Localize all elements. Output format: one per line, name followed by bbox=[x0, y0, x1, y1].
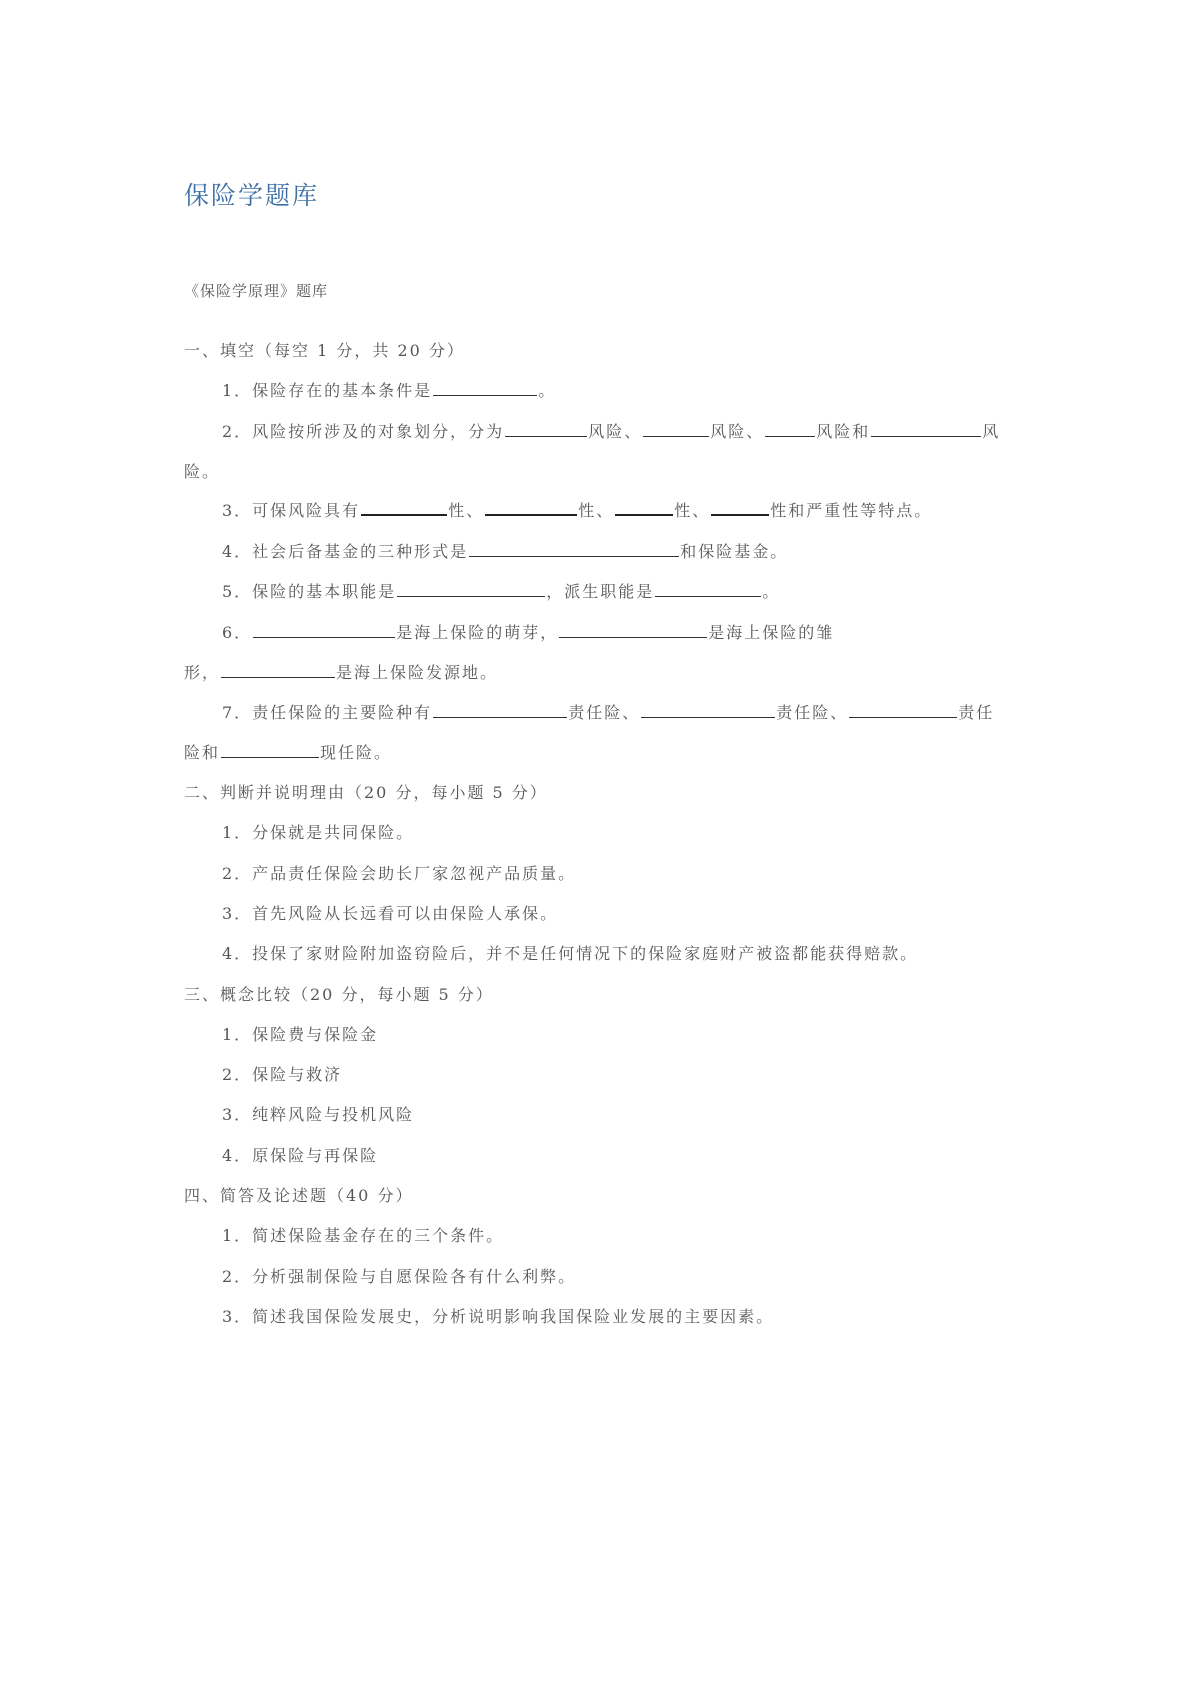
question-4-3: 3．简述我国保险发展史，分析说明影响我国保险业发展的主要因素。 bbox=[222, 1307, 775, 1326]
question-1-6: 6． 是海上保险的萌芽， 是海上保险的雏 bbox=[222, 623, 835, 642]
question-1-4: 4．社会后备基金的三种形式是 和保险基金。 bbox=[222, 542, 789, 561]
answer-blank bbox=[615, 500, 673, 516]
answer-blank bbox=[397, 582, 545, 597]
question-1-7-continued: 险和 现任险。 bbox=[184, 743, 393, 762]
answer-blank bbox=[641, 703, 775, 718]
question-1-6-continued: 形， 是海上保险发源地。 bbox=[184, 663, 499, 682]
question-1-5: 5．保险的基本职能是 ，派生职能是 。 bbox=[222, 582, 781, 601]
section-heading-fill-in: 一、填空（每空 1 分，共 20 分） bbox=[184, 341, 465, 360]
question-2-4: 4．投保了家财险附加盗窃险后，并不是任何情况下的保险家庭财产被盗都能获得赔款。 bbox=[222, 944, 919, 963]
answer-blank bbox=[469, 542, 679, 557]
answer-blank bbox=[849, 703, 957, 718]
answer-blank bbox=[505, 422, 587, 437]
question-3-3: 3．纯粹风险与投机风险 bbox=[222, 1105, 415, 1124]
question-1-2: 2．风险按所涉及的对象划分，分为 风险、 风险、 风险和 风 bbox=[222, 422, 1001, 441]
question-1-1: 1．保险存在的基本条件是 。 bbox=[222, 381, 557, 400]
answer-blank bbox=[765, 422, 815, 437]
document-title: 保险学题库 bbox=[184, 181, 320, 210]
answer-blank bbox=[253, 623, 395, 638]
section-heading-concept-comparison: 三、概念比较（20 分，每小题 5 分） bbox=[184, 985, 494, 1004]
answer-blank bbox=[433, 703, 567, 718]
question-2-2: 2．产品责任保险会助长厂家忽视产品质量。 bbox=[222, 864, 577, 883]
answer-blank bbox=[361, 500, 447, 516]
answer-blank bbox=[221, 663, 335, 678]
question-2-3: 3．首先风险从长远看可以由保险人承保。 bbox=[222, 904, 559, 923]
question-3-2: 2．保险与救济 bbox=[222, 1065, 343, 1084]
answer-blank bbox=[711, 500, 769, 516]
answer-blank bbox=[655, 582, 761, 597]
answer-blank bbox=[871, 422, 981, 437]
question-1-3: 3．可保风险具有 性、 性、 性、 性和严重性等特点。 bbox=[222, 501, 933, 520]
question-3-4: 4．原保险与再保险 bbox=[222, 1146, 379, 1165]
document-subtitle: 《保险学原理》题库 bbox=[184, 282, 329, 300]
question-1-7: 7．责任保险的主要险种有 责任险、 责任险、 责任 bbox=[222, 703, 995, 722]
answer-blank bbox=[485, 500, 577, 516]
question-1-2-continued: 险。 bbox=[184, 462, 221, 481]
question-4-2: 2．分析强制保险与自愿保险各有什么利弊。 bbox=[222, 1267, 577, 1286]
section-heading-short-answer: 四、简答及论述题（40 分） bbox=[184, 1186, 414, 1205]
question-2-1: 1．分保就是共同保险。 bbox=[222, 823, 415, 842]
answer-blank bbox=[643, 422, 709, 437]
answer-blank bbox=[221, 743, 319, 758]
section-heading-true-false: 二、判断并说明理由（20 分，每小题 5 分） bbox=[184, 783, 548, 802]
question-4-1: 1．简述保险基金存在的三个条件。 bbox=[222, 1226, 505, 1245]
answer-blank bbox=[433, 381, 537, 396]
question-3-1: 1．保险费与保险金 bbox=[222, 1025, 379, 1044]
answer-blank bbox=[559, 623, 707, 638]
